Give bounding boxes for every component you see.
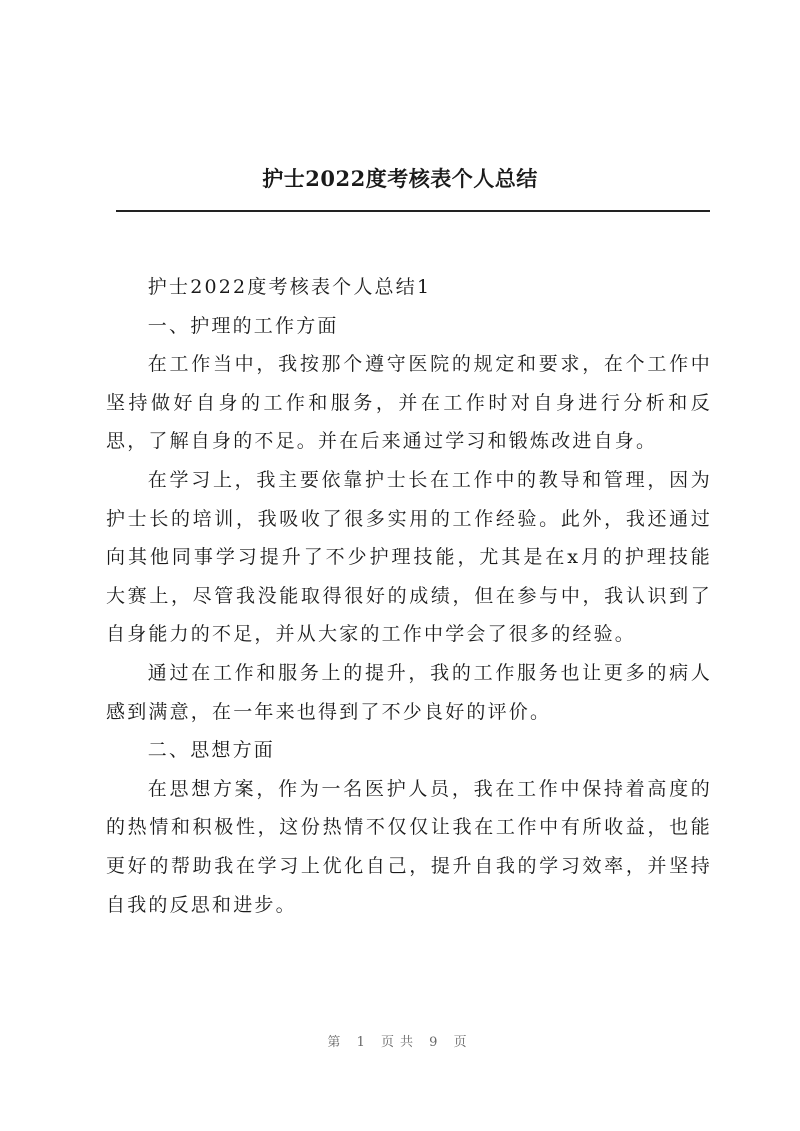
footer-middle: 页共 (380, 1035, 419, 1050)
title-underline (116, 210, 710, 212)
section-heading: 护士2022度考核表个人总结1 (147, 276, 432, 298)
subsection-heading: 二、思想方面 (147, 739, 275, 762)
footer-page-number: 1 (356, 1035, 371, 1050)
body-paragraph: 在学习上，我主要依靠护士长在工作中的教导和管理，因为护士长的培训，我吸收了很多实用的工作经验。此外，我还通过向其他同事学习提升了不少护理技能，尤其是在x月的护理技能大赛上，尽管我没能取得很好的成绩，但在参与中，我认识到了自身能力的不足，并从大家的工作中学会了很多的经验。 (106, 468, 712, 646)
document-body (106, 268, 712, 924)
body-paragraph: 通过在工作和服务上的提升，我的工作服务也让更多的病人感到满意，在一年来也得到了不少良好的评价。 (106, 661, 712, 723)
body-paragraph: 在思想方案，作为一名医护人员，我在工作中保持着高度的的热情和积极性，这份热情不仅仅让我在工作中有所收益，也能更好的帮助我在学习上优化自己，提升自我的学习效率，并坚持自我的反思和进步。 (106, 777, 712, 916)
footer-prefix: 第 (327, 1035, 347, 1050)
footer-suffix: 页 (453, 1035, 473, 1050)
subsection-heading: 一、护理的工作方面 (147, 314, 339, 337)
page-footer (0, 1031, 800, 1050)
body-paragraph: 在工作当中，我按那个遵守医院的规定和要求，在个工作中坚持做好自身的工作和服务，并在工作时对自身进行分析和反思，了解自身的不足。并在后来通过学习和锻炼改进自身。 (106, 353, 712, 453)
document-title: 护士2022度考核表个人总结 (262, 166, 538, 191)
footer-total-pages: 9 (429, 1035, 444, 1050)
